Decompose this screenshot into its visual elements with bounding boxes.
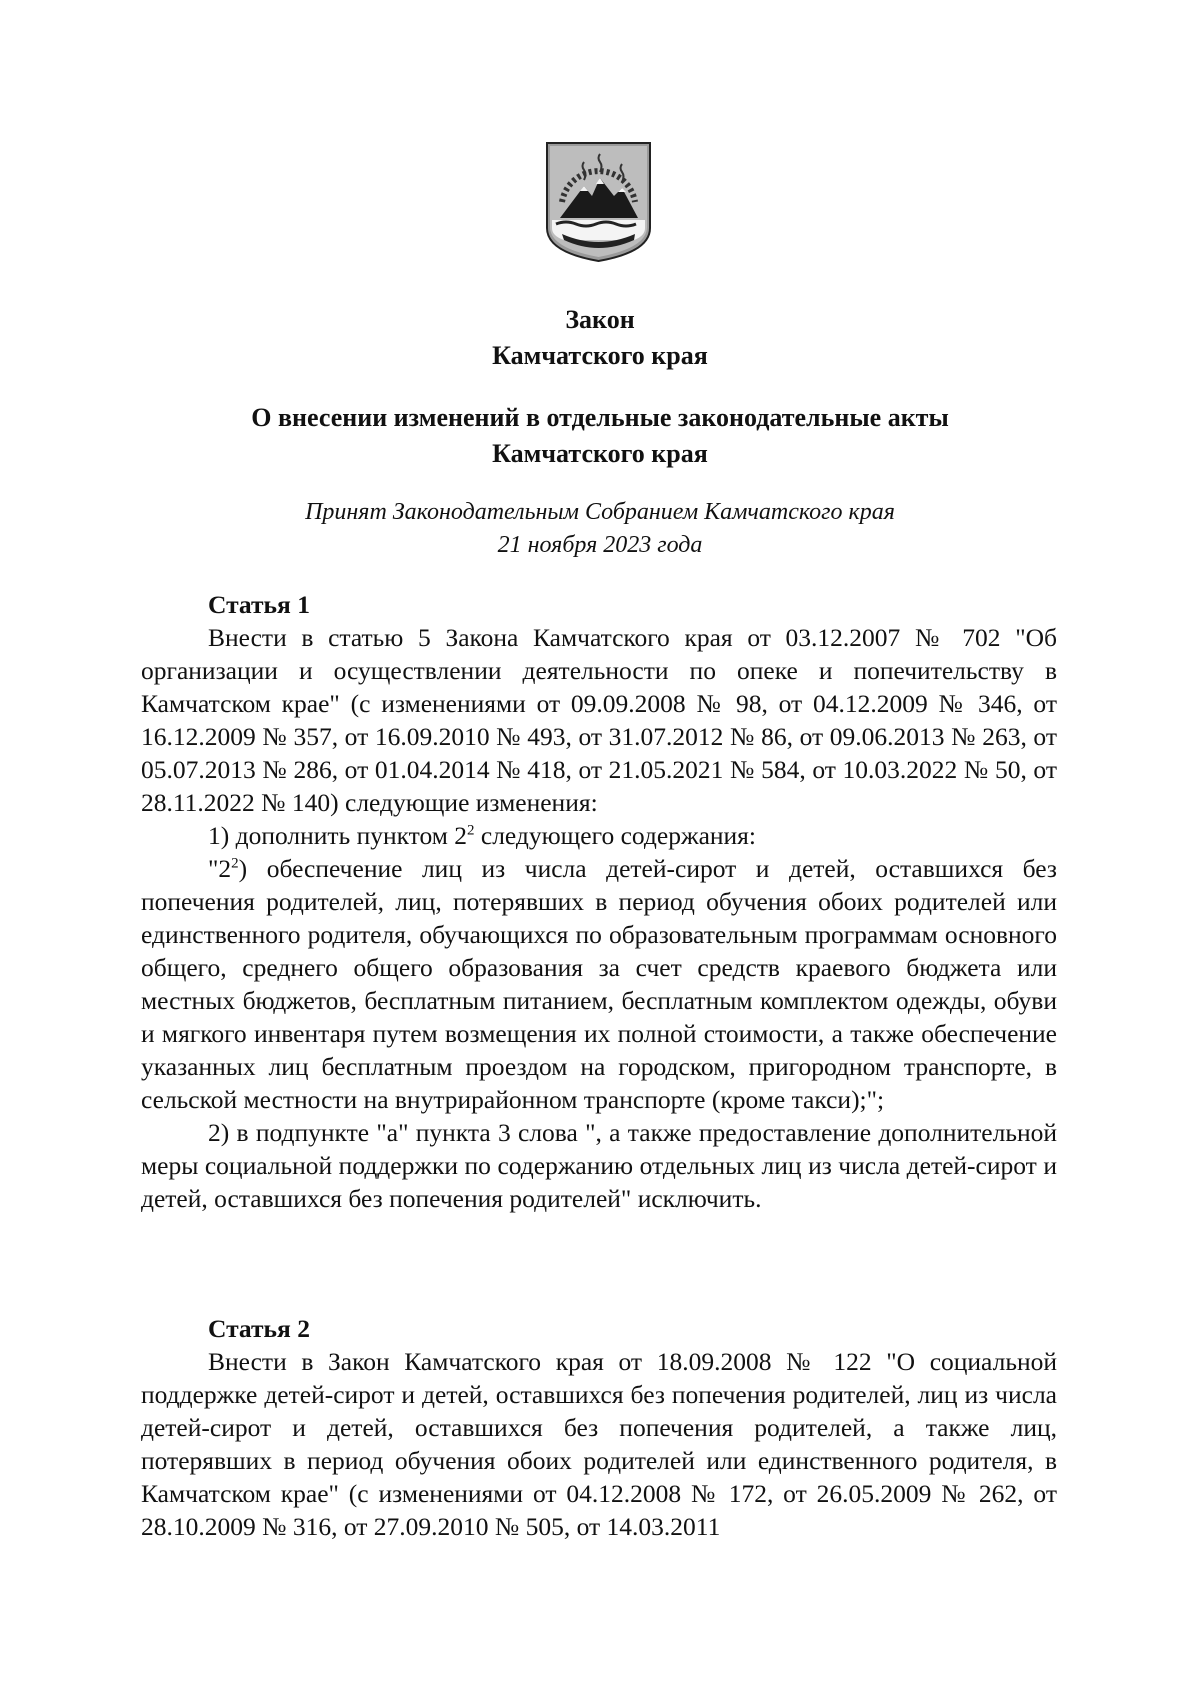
article-1 [141,588,1057,1215]
adoption-note [0,496,1200,562]
law-subject [0,400,1200,472]
article-1-intro: Внести в статью 5 Закона Камчатского края от 03.12.2007 № 702 "Об организации и осуществлении деятельности по опеке и попечительству в Камчатском крае" (с изменениями от 09.09.2008 № 98, от 04.12.2009 № 346, от 16.12.2009 № 357, от 16.09.2010 № 493, от 31.07.2012 № 86, от 09.06.2013 № 263, от 05.07.2013 № 286, от 01.04.2014 № 418, от 21.05.2021 № 584, от 10.03.2022 № 50, от 28.11.2022 № 140) следующие изменения: [141,623,1057,817]
article-2 [141,1312,1057,1543]
quote-text: ) обеспечение лиц из числа детей-сирот и детей, оставшихся без попечения родителей, лиц, потерявших в период обучения обоих родителей или единственного родителя, обучающихся по образовательным программам основного общего, среднего общего образования за счет средств краевого бюджета или местных бюджетов, бесплатным питанием, бесплатным комплектом одежды, обуви и мягкого инвентаря путем возмещения их полной стоимости, а также обеспечение указанных лиц бесплатным проездом на городском, пригородном транспорте, в сельской местности на внутрирайонном транспорте (кроме такси);"; [141,854,1057,1114]
item-1-suffix: следующего содержания: [474,821,756,850]
title-line-1: Закон [565,305,635,334]
article-1-quote [141,852,1057,1116]
kamchatka-coat-of-arms-icon [544,140,653,263]
item-1-superscript: 2 [467,822,475,839]
quote-superscript: 2 [231,855,239,872]
title-line-2: Камчатского края [492,341,708,370]
adoption-line-1: Принят Законодательным Собранием Камчатского края [305,499,895,525]
law-title [0,302,1200,374]
article-2-intro: Внести в Закон Камчатского края от 18.09.2008 № 122 "О социальной поддержке детей-сирот и детей, оставшихся без попечения родителей, лиц из числа детей-сирот и детей, оставшихся без попечения родителей, а также лиц, потерявших в период обучения обоих родителей или единственного родителя, в Камчатском крае" (с изменениями от 04.12.2008 № 172, от 26.05.2009 № 262, от 28.10.2009 № 316, от 27.09.2010 № 505, от 14.03.2011 [141,1347,1057,1541]
subject-line-2: Камчатского края [492,439,708,468]
article-1-heading: Статья 1 [208,590,310,619]
subject-line-1: О внесении изменений в отдельные законодательные акты [251,403,949,432]
adoption-date: 21 ноября 2023 года [497,532,703,558]
article-1-item-2: 2) в подпункте "а" пункта 3 слова ", а также предоставление дополнительной меры социальной поддержки по содержанию отдельных лиц из числа детей-сирот и детей, оставшихся без попечения родителей" исключить. [141,1118,1057,1213]
article-1-item-1 [141,819,1057,852]
article-2-heading: Статья 2 [208,1314,310,1343]
quote-prefix: "2 [208,854,232,883]
item-1-prefix: 1) дополнить пунктом 2 [208,821,467,850]
